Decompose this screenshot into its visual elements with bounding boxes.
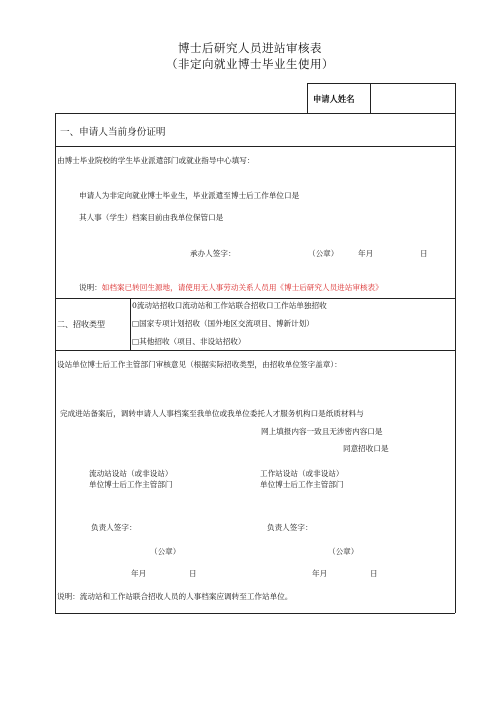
section1-signer-label: 承办人签字：	[190, 249, 236, 258]
table-border-left	[55, 113, 56, 613]
section1-note-prefix: 说明：	[79, 283, 102, 292]
page-title: 博士后研究人员进站审核表	[178, 41, 322, 55]
section1-instruction: 由博士毕业院校的学生毕业派遣部门或就业指导中心填写：	[57, 156, 255, 165]
left-day: 日	[189, 569, 197, 578]
left-year-month: 年月	[131, 569, 147, 578]
left-seal: （公章）	[150, 547, 181, 556]
section1-note	[79, 282, 383, 293]
applicant-name-field[interactable]	[372, 85, 454, 112]
section3-para2: 网上填报内容一致且无涉密内容口是	[261, 427, 383, 436]
section3-note: 说明：流动站和工作站联合招收人员的人事档案应调转至工作站单位。	[57, 592, 293, 601]
table-divider-4	[55, 350, 455, 351]
right-year-month: 年月	[312, 569, 328, 578]
right-signer-label: 负责人签字：	[267, 523, 313, 532]
section1-year-month: 年月	[358, 249, 374, 258]
right-dept-line2: 单位博士后工作主管部门	[260, 480, 344, 489]
applicant-name-label: 申请人姓名	[313, 94, 355, 104]
recruit-type-option-3[interactable]: □其他招收（项目、非设站招收）	[132, 337, 246, 346]
section1-para1: 申请人为非定向就业博士毕业生，毕业派遣至博士后工作单位口是	[79, 191, 300, 200]
right-seal: （公章）	[328, 547, 359, 556]
name-cell-left-border	[307, 83, 308, 113]
section3-para3: 同意招收口是	[343, 444, 389, 453]
left-dept-line2: 单位博士后工作主管部门	[89, 480, 173, 489]
section3-instruction: 设站单位博士后工作主管部门审核意见（根据实际招收类型，由招收单位签字盖章）：	[57, 360, 342, 369]
recruit-type-option-1[interactable]: 0流动站招收口流动站和工作站联合招收口工作站单独招收	[132, 301, 327, 310]
section1-note-text: 如档案已转回生源地，请使用无人事劳动关系人员用《博士后研究人员进站审核表》	[101, 283, 383, 292]
right-dept-line1: 工作站设站（或非设站）	[260, 469, 344, 478]
section1-para2: 其人事（学生）档案目前由我单位保管口是	[79, 213, 224, 222]
table-border-bottom	[55, 613, 455, 614]
table-divider-1	[55, 113, 455, 114]
table-divider-2	[55, 146, 455, 147]
section1-heading: 一、申请人当前身份证明	[60, 127, 166, 138]
section1-day: 日	[420, 249, 428, 258]
page-subtitle: （非定向就业博士毕业生使用）	[166, 57, 334, 71]
section2-label: 二、招收类型	[57, 320, 105, 329]
section1-seal: （公章）	[308, 249, 339, 258]
table-border-top	[307, 83, 455, 84]
section3-para1: 完成进站备案后，调转申请人人事档案至我单位或我单位委托人才服务机构口是纸质材料与	[60, 409, 364, 418]
right-day: 日	[370, 569, 378, 578]
table-border-right	[455, 83, 456, 613]
left-dept-line1: 流动站设站（或非设站）	[89, 469, 173, 478]
name-cell-divider	[370, 83, 371, 113]
table-divider-3	[55, 298, 455, 299]
left-signer-label: 负责人签字：	[91, 523, 137, 532]
type-cell-divider	[130, 298, 131, 350]
recruit-type-option-2[interactable]: □国家专项计划招收（国外地区交流项目、博新计划）	[132, 319, 314, 328]
